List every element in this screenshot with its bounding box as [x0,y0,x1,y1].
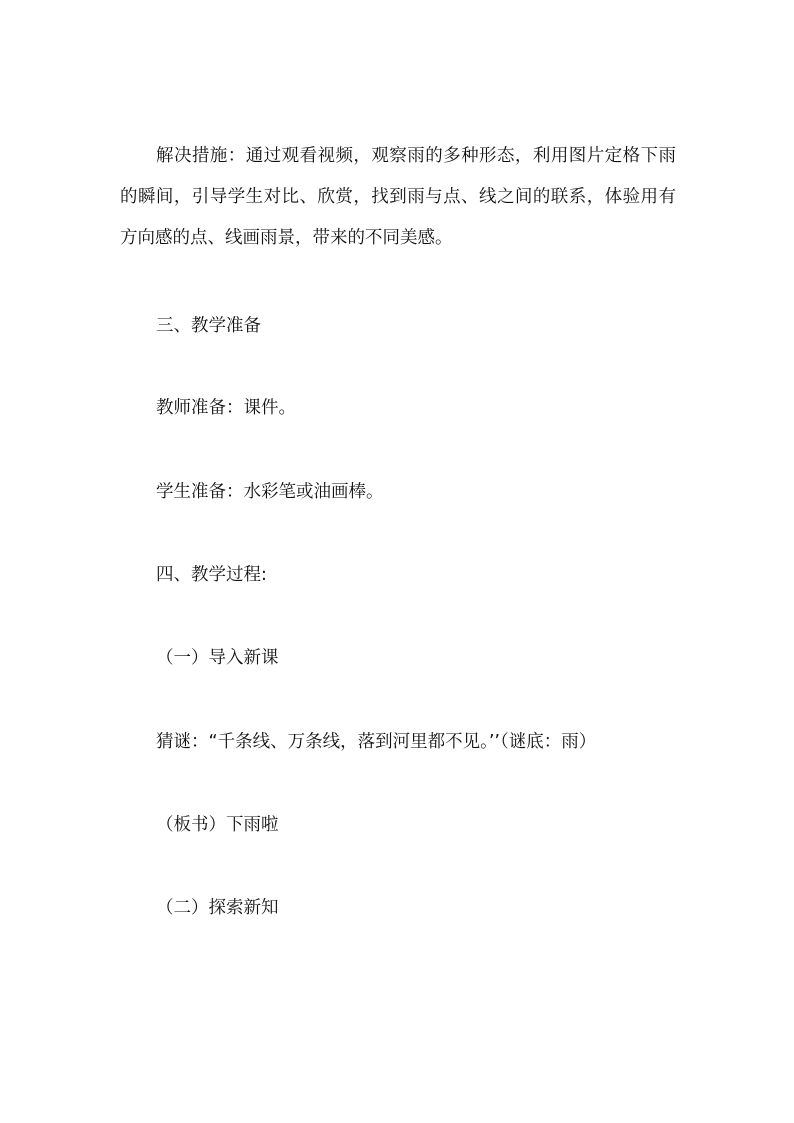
teacher-prep-line: 教师准备：课件。 [156,398,296,418]
subsection-2-heading: （二）探索新知 [156,898,279,918]
solution-paragraph: 解决措施：通过观看视频，观察雨的多种形态，利用图片定格下雨的瞬间，引导学生对比、欣赏，找到雨与点、线之间的联系，体验用有方向感的点、线画雨景，带来的不同美感。 [120,146,676,248]
subsection-1-heading: （一）导入新课 [156,648,279,668]
board-note-line: （板书）下雨啦 [156,815,279,835]
riddle-line: 猜谜：“千条线、万条线，落到河里都不见。’’（谜底：雨） [156,732,597,752]
student-prep-line: 学生准备：水彩笔或油画棒。 [156,482,384,502]
section-4-heading: 四、教学过程: [156,565,267,585]
section-3-heading: 三、教学准备 [156,316,261,336]
